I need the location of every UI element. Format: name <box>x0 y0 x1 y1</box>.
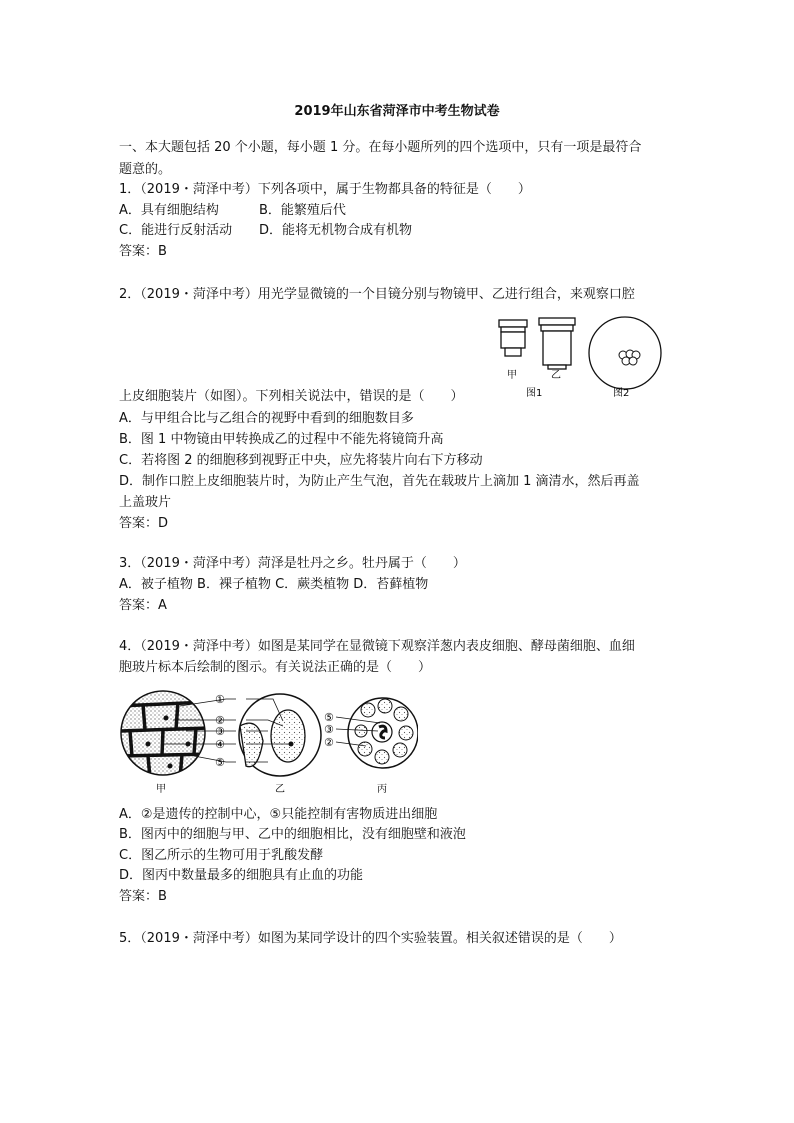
q4-option-a: A．②是遗传的控制中心，⑤只能控制有害物质进出细胞 <box>119 807 438 822</box>
q1-stem: 1．（2019・菏泽中考）下列各项中，属于生物都具备的特征是（ ） <box>119 182 531 197</box>
page-title: 2019年山东省菏泽市中考生物试卷 <box>294 104 500 119</box>
section-instruction-line2: 题意的。 <box>119 162 172 177</box>
marker-1: ① <box>215 693 225 706</box>
q2-option-c: C．若将图 2 的细胞移到视野正中央，应先将装片向右下方移动 <box>119 453 483 468</box>
q3-stem: 3．（2019・菏泽中考）菏泽是牡丹之乡。牡丹属于（ ） <box>119 556 466 571</box>
marker-4: ④ <box>215 738 225 751</box>
q1-options-row2 <box>119 222 412 240</box>
label-fig1: 图1 <box>526 388 543 399</box>
onion-epidermis-cells <box>118 686 213 781</box>
q2-option-d-line2: 上盖玻片 <box>119 495 172 510</box>
q2-stem-line1: 2．（2019・菏泽中考）用光学显微镜的一个目镜分别与物镜甲、乙进行组合，来观察口腔 <box>119 287 635 302</box>
q1-option-b: B．能繁殖后代 <box>259 203 346 218</box>
label-yi: 乙 <box>551 370 561 381</box>
q2-option-a: A．与甲组合比与乙组合的视野中看到的细胞数目多 <box>119 411 414 426</box>
marker-2: ② <box>215 714 225 727</box>
q1-answer: 答案：B <box>119 244 167 259</box>
label-jia: 甲 <box>507 370 517 381</box>
section-instruction-line1: 一、本大题包括 20 个小题，每小题 1 分。在每小题所列的四个选项中，只有一项是最符合 <box>119 140 642 155</box>
label-yi: 乙 <box>275 784 285 795</box>
q1-options-row1 <box>119 202 346 220</box>
q4-answer: 答案：B <box>119 889 167 904</box>
q1-option-c: C．能进行反射活动 <box>119 223 233 238</box>
q4-figure <box>118 686 418 798</box>
marker-2-bing: ② <box>324 736 334 749</box>
marker-3: ③ <box>215 725 225 738</box>
label-bing: 丙 <box>377 784 387 795</box>
q4-option-d: D．图丙中数量最多的细胞具有止血的功能 <box>119 868 364 883</box>
q2-option-d-line1: D．制作口腔上皮细胞装片时，为防止产生气泡，首先在载玻片上滴加 1 滴清水，然后再盖 <box>119 474 640 489</box>
marker-5: ⑤ <box>215 756 225 769</box>
q3-options: A．被子植物 B．裸子植物 C．蕨类植物 D．苔藓植物 <box>119 577 429 592</box>
q2-option-b: B．图 1 中物镜由甲转换成乙的过程中不能先将镜筒升高 <box>119 432 444 447</box>
q2-figure <box>490 308 666 404</box>
label-fig2: 图2 <box>613 388 630 399</box>
marker-5-bing: ⑤ <box>324 711 334 724</box>
q2-stem-line2: 上皮细胞装片（如图）。下列相关说法中，错误的是（ ） <box>119 389 464 404</box>
q5-stem: 5．（2019・菏泽中考）如图为某同学设计的四个实验装置。相关叙述错误的是（ ） <box>119 931 622 946</box>
q4-stem-line2: 胞玻片标本后绘制的图示。有关说法正确的是（ ） <box>119 660 432 675</box>
cheek-cells-cluster <box>619 350 640 365</box>
q1-option-a: A．具有细胞结构 <box>119 203 219 218</box>
q1-option-d: D．能将无机物合成有机物 <box>259 223 413 238</box>
objective-yi-icon <box>539 318 575 369</box>
marker-3-bing: ③ <box>324 723 334 736</box>
yeast-cell <box>271 710 305 762</box>
q2-answer: 答案：D <box>119 516 169 531</box>
q3-answer: 答案：A <box>119 598 167 613</box>
label-jia: 甲 <box>156 784 166 795</box>
q4-option-c: C．图乙所示的生物可用于乳酸发酵 <box>119 848 324 863</box>
q4-stem-line1: 4．（2019・菏泽中考）如图是某同学在显微镜下观察洋葱内表皮细胞、酵母菌细胞、血细 <box>119 639 635 654</box>
q4-option-b: B．图丙中的细胞与甲、乙中的细胞相比，没有细胞壁和液泡 <box>119 827 466 842</box>
objective-jia-icon <box>499 320 527 356</box>
